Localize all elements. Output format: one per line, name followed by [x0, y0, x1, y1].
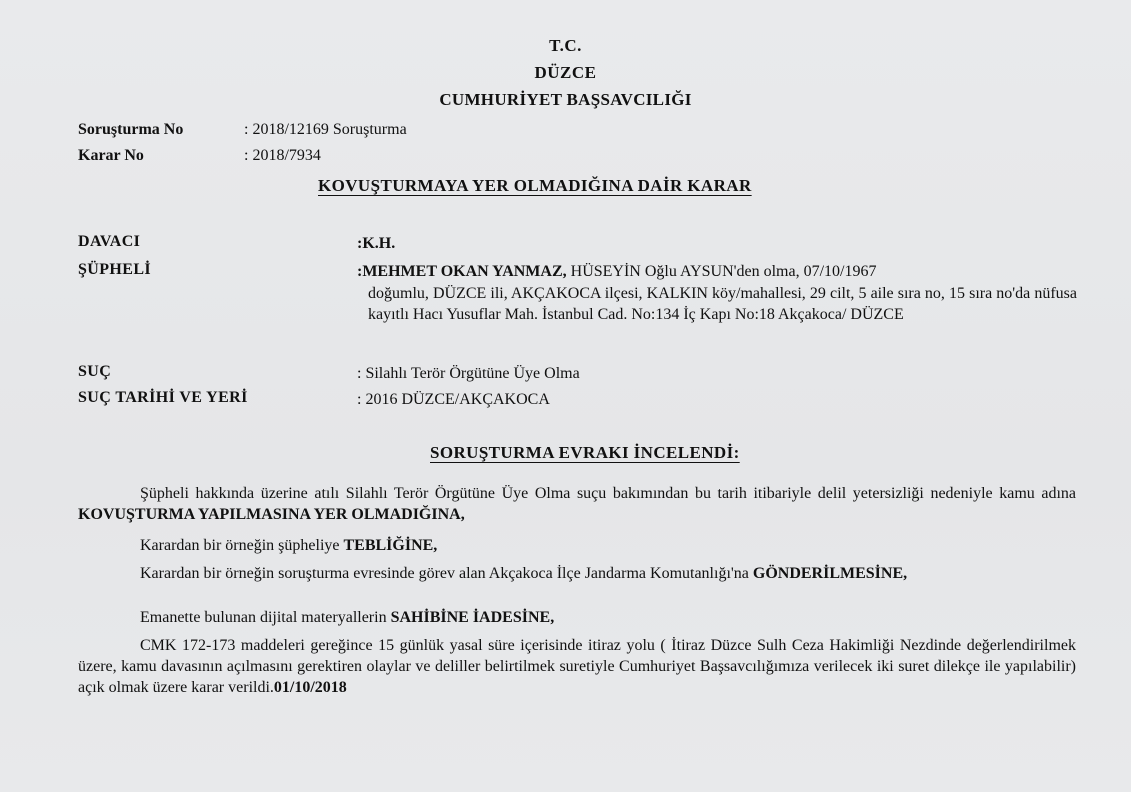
paragraph-notify	[78, 535, 1076, 556]
header-line-office: CUMHURİYET BAŞSAVCILIĞI	[439, 90, 692, 109]
investigation-number-label: Soruşturma No	[78, 121, 184, 138]
paragraph-notify-text: Karardan bir örneğin şüpheliye	[140, 537, 344, 554]
paragraph-send-text: Karardan bir örneğin soruşturma evresinde görev alan Akçakoca İlçe Jandarma Komutanlığı'na	[140, 565, 753, 582]
paragraph-objection	[78, 635, 1076, 698]
paragraph-return	[78, 607, 1076, 628]
suspect-details-rest: doğumlu, DÜZCE ili, AKÇAKOCA ilçesi, KALKIN köy/mahallesi, 29 cilt, 5 aile sıra no, 15 sıra no'da nüfusa kayıtlı Hacı Yusuflar Mah. İstanbul Cad. No:134 İç Kapı No:18 Akçakoca/ DÜZCE	[368, 284, 1077, 323]
crime-label: SUÇ	[78, 363, 112, 380]
header-line-city: DÜZCE	[534, 63, 597, 82]
plaintiff-label: DAVACI	[78, 233, 141, 250]
header-line-tc: T.C.	[549, 36, 582, 55]
decision-date: 01/10/2018	[273, 679, 347, 696]
paragraph-no-prosecution	[78, 483, 1076, 525]
section-heading: SORUŞTURMA EVRAKI İNCELENDİ:	[430, 443, 740, 462]
decision-title: KOVUŞTURMAYA YER OLMADIĞINA DAİR KARAR	[318, 176, 752, 195]
paragraph-return-bold: SAHİBİNE İADESİNE,	[390, 609, 555, 626]
paragraph-send	[78, 563, 1076, 584]
suspect-label: ŞÜPHELİ	[78, 261, 152, 278]
plaintiff-value	[357, 233, 1077, 255]
decision-number-value: : 2018/7934	[244, 147, 321, 164]
crime-date-place-label: SUÇ TARİHİ VE YERİ	[78, 389, 248, 406]
decision-number-label: Karar No	[78, 147, 144, 164]
suspect-name: :MEHMET OKAN YANMAZ,	[357, 263, 567, 280]
paragraph-return-text: Emanette bulunan dijital materyallerin	[140, 609, 391, 626]
suspect-details-first: HÜSEYİN Oğlu AYSUN'den olma, 07/10/1967	[566, 263, 877, 280]
paragraph-no-prosecution-text: Şüpheli hakkında üzerine atılı Silahlı Terör Örgütüne Üye Olma suçu bakımından bu tarih itibariyle delil yetersizliği nedeniyle kamu adına	[140, 485, 1076, 502]
crime-date-place-value: : 2016 DÜZCE/AKÇAKOCA	[357, 391, 550, 408]
investigation-number-value: : 2018/12169 Soruşturma	[244, 121, 407, 138]
plaintiff-value-text: :K.H.	[357, 235, 396, 252]
paragraph-objection-text: CMK 172-173 maddeleri gereğince 15 günlük yasal süre içerisinde itiraz yolu ( İtiraz Düzce Sulh Ceza Hakimliği Nezdinde değerlendirilmek üzere, kamu davasının açılmasını gerektiren olaylar ve deliller belirtilmek suretiyle Cumhuriyet Başsavcılığımıza verilecek iki suret dilekçe ile yapılabilir) açık olmak üzere karar verildi.	[78, 637, 1076, 696]
suspect-value	[357, 261, 1077, 326]
paragraph-send-bold: GÖNDERİLMESİNE,	[752, 565, 908, 582]
crime-value: : Silahlı Terör Örgütüne Üye Olma	[357, 365, 580, 382]
paragraph-no-prosecution-bold: KOVUŞTURMA YAPILMASINA YER OLMADIĞINA,	[78, 506, 465, 523]
paragraph-notify-bold: TEBLİĞİNE,	[343, 537, 438, 554]
